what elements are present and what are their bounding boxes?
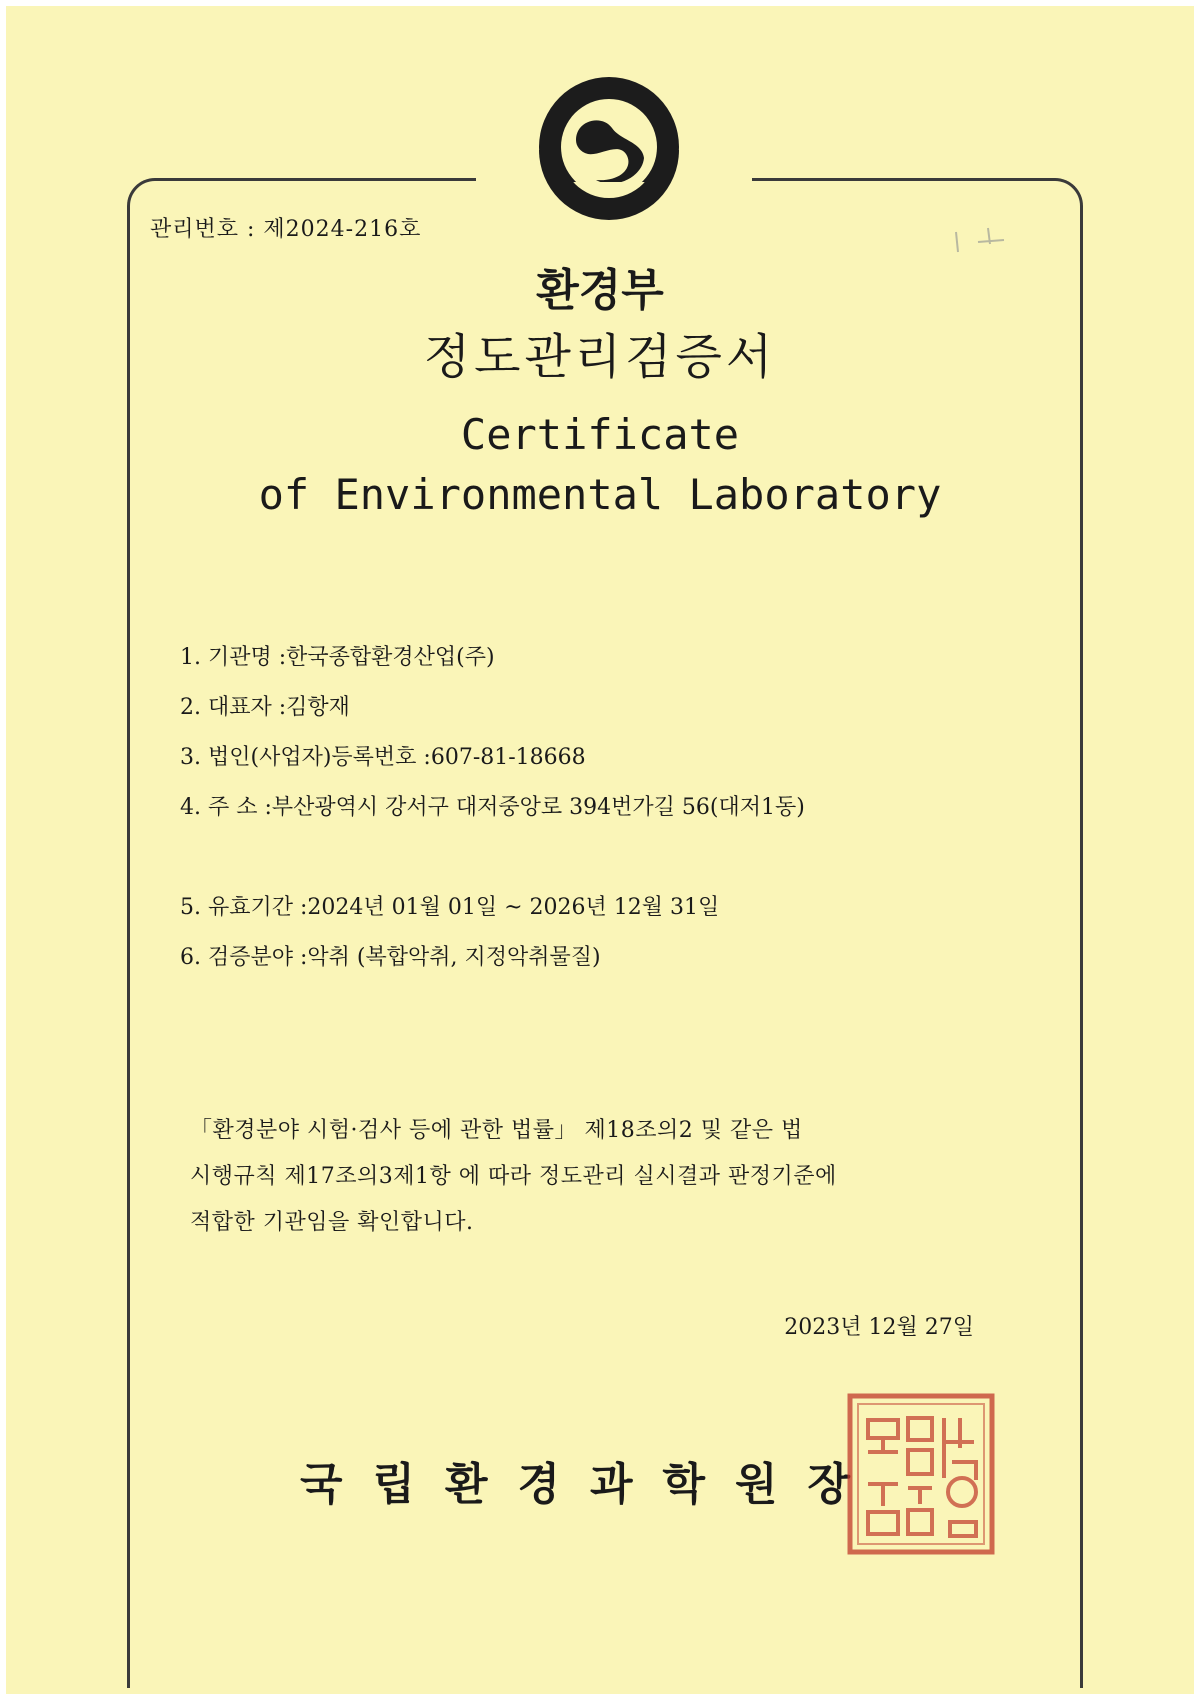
detail-value: 악취 (복합악취, 지정악취물질) [307, 945, 601, 970]
detail-label: 5. 유효기간 : [180, 895, 308, 920]
detail-address [180, 790, 805, 821]
detail-label: 2. 대표자 : [180, 695, 287, 720]
statement-line: 적합한 기관임을 확인합니다. [190, 1210, 474, 1235]
detail-representative [180, 690, 350, 721]
issue-date: 2023년 12월 27일 [784, 1315, 974, 1340]
certification-statement [190, 1108, 990, 1246]
detail-organization [180, 640, 495, 671]
detail-value: 607-81-18668 [430, 745, 586, 770]
certificate-title-english-line1: Certificate [460, 410, 740, 459]
detail-validity-period [180, 890, 719, 921]
management-number: 관리번호 : 제2024-216호 [150, 217, 422, 242]
detail-label: 4. 주 소 : [180, 795, 272, 820]
ministry-name: 환경부 [536, 265, 664, 316]
detail-value: 김항재 [286, 695, 350, 720]
certificate-title-korean: 정도관리검증서 [423, 329, 777, 385]
statement-line: 「환경분야 시험·검사 등에 관한 법률」 제18조의2 및 같은 법 [190, 1118, 803, 1143]
detail-verification-field [180, 940, 601, 971]
statement-line: 시행규칙 제17조의3제1항 에 따라 정도관리 실시결과 판정기준에 [190, 1164, 837, 1189]
detail-registration-number [180, 740, 586, 771]
certificate-title-english-line2: of Environmental Laboratory [258, 470, 942, 519]
detail-value: 부산광역시 강서구 대저중앙로 394번가길 56(대저1동) [271, 795, 805, 820]
detail-label: 1. 기관명 : [180, 645, 287, 670]
issuer-name: 국립환경과학원장 [300, 1459, 881, 1510]
detail-value: 2024년 01월 01일 ~ 2026년 12월 31일 [307, 895, 720, 920]
detail-value: 한국종합환경산업(주) [286, 645, 495, 670]
detail-label: 3. 법인(사업자)등록번호 : [180, 745, 431, 770]
detail-label: 6. 검증분야 : [180, 945, 308, 970]
government-emblem-icon [524, 62, 694, 232]
official-seal-icon [846, 1392, 996, 1556]
